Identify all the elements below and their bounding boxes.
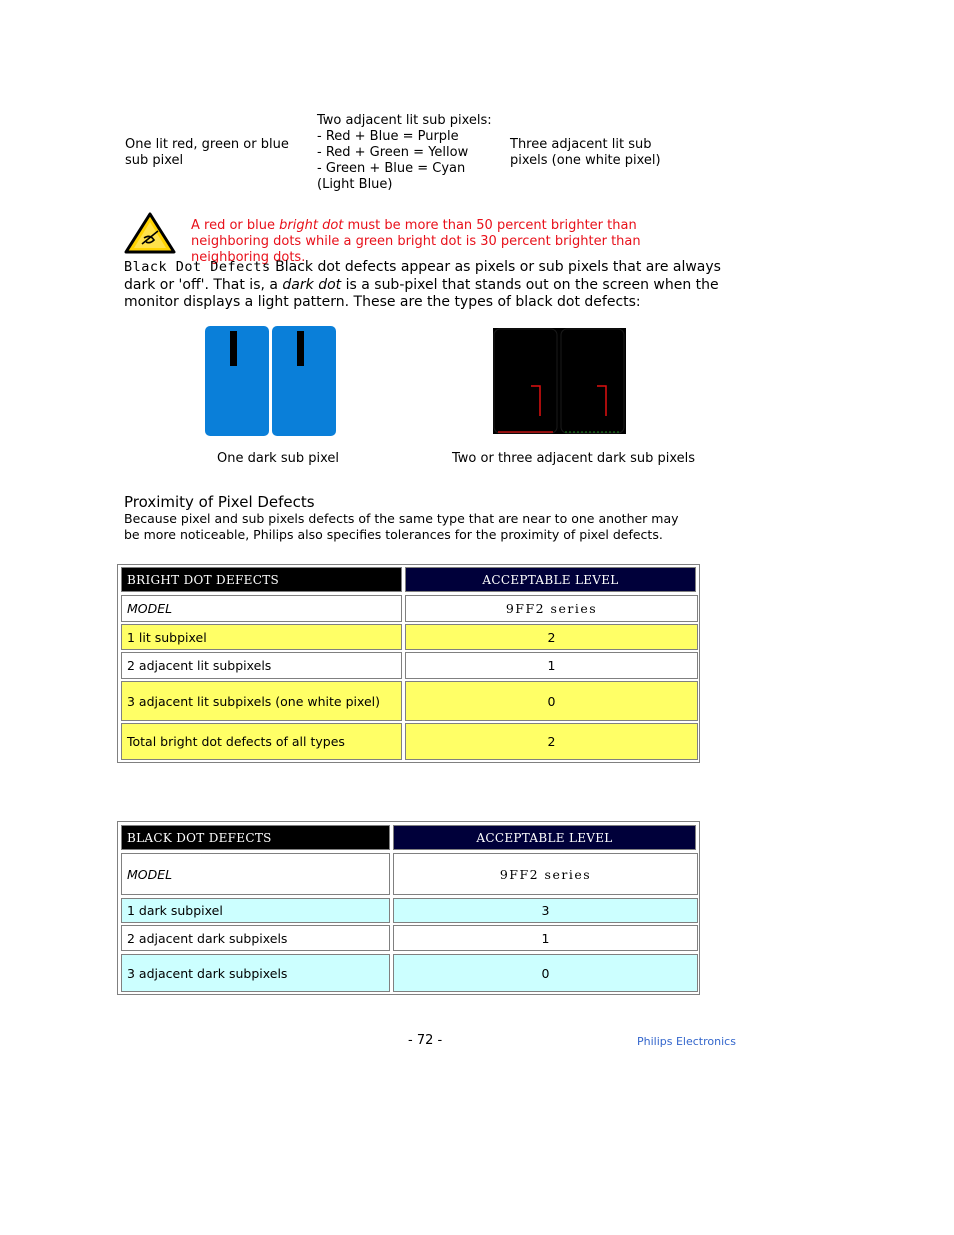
page-number: - 72 - bbox=[408, 1033, 443, 1048]
dark-subpixels-caption: Two or three adjacent dark sub pixels bbox=[452, 451, 696, 466]
two-adjacent-line: - Green + Blue = Cyan (Light Blue) bbox=[317, 161, 466, 192]
one-dark-caption: One dark sub pixel bbox=[217, 451, 339, 466]
black-dot-text: is a sub-pixel that stands out on the screen when the monitor displays a light pattern. These are the types of black dot defects: bbox=[124, 276, 719, 310]
table-row-value: 1 bbox=[393, 925, 698, 951]
company-name: Philips Electronics bbox=[637, 1035, 736, 1048]
dark-subpixels-image bbox=[493, 328, 626, 434]
warning-triangle-icon bbox=[124, 211, 176, 255]
table-row-value: 3 bbox=[393, 898, 698, 923]
bright-table-header-left: BRIGHT DOT DEFECTS bbox=[121, 567, 402, 592]
black-dot-italic: dark dot bbox=[282, 276, 342, 293]
table-row-value: 2 bbox=[405, 723, 698, 760]
bright-table-header-right: ACCEPTABLE LEVEL bbox=[405, 567, 696, 592]
table-row-label: 1 dark subpixel bbox=[121, 898, 390, 923]
table-row-label: 1 lit subpixel bbox=[121, 624, 402, 650]
table-row-value: 0 bbox=[393, 954, 698, 992]
black-table-header-right: ACCEPTABLE LEVEL bbox=[393, 825, 696, 850]
black-dot-table bbox=[117, 821, 700, 995]
proximity-title: Proximity of Pixel Defects bbox=[124, 493, 315, 511]
one-lit-caption: One lit red, green or blue sub pixel bbox=[125, 137, 289, 168]
black-table-header-left: BLACK DOT DEFECTS bbox=[121, 825, 390, 850]
bright-dot-table bbox=[117, 564, 700, 763]
two-adjacent-line: Two adjacent lit sub pixels: bbox=[317, 113, 492, 128]
black-dot-paragraph bbox=[124, 259, 734, 312]
black-dot-text: Black dot defects appear as pixels or sub pixels that are always dark or 'off'. That is, a bbox=[124, 259, 721, 293]
bright-table-model-value: 9FF2 series bbox=[405, 595, 698, 622]
black-dot-heading: Black Dot Defects bbox=[124, 259, 271, 275]
two-adjacent-line: - Red + Green = Yellow bbox=[317, 145, 469, 160]
table-row-label: 2 adjacent lit subpixels bbox=[121, 652, 402, 679]
table-row-value: 2 bbox=[405, 624, 698, 650]
table-row-value: 0 bbox=[405, 681, 698, 721]
table-row-label: 3 adjacent lit subpixels (one white pixel) bbox=[121, 681, 402, 721]
warning-text-part: must be more than 50 percent brighter than neighboring dots while a green bright dot is 30 percent brighter than neighboring dots. bbox=[191, 218, 641, 265]
three-adjacent-caption: Three adjacent lit sub pixels (one white pixel) bbox=[510, 137, 661, 168]
two-adjacent-caption bbox=[317, 113, 497, 193]
table-row-label: Total bright dot defects of all types bbox=[121, 723, 402, 760]
table-row-value: 1 bbox=[405, 652, 698, 679]
two-adjacent-line: - Red + Blue = Purple bbox=[317, 129, 459, 144]
table-row-label: 3 adjacent dark subpixels bbox=[121, 954, 390, 992]
bright-table-model-label: MODEL bbox=[121, 595, 402, 622]
proximity-text: Because pixel and sub pixels defects of the same type that are near to one another may be more noticeable, Philips also specifies tolerances for the proximity of pixel defects. bbox=[124, 511, 679, 542]
table-row-label: 2 adjacent dark subpixels bbox=[121, 925, 390, 951]
black-table-model-value: 9FF2 series bbox=[393, 853, 698, 895]
one-dark-subpixel-image bbox=[204, 325, 337, 437]
warning-text-italic: bright dot bbox=[279, 218, 344, 233]
warning-text-part: A red or blue bbox=[191, 218, 280, 233]
black-table-model-label: MODEL bbox=[121, 853, 390, 895]
